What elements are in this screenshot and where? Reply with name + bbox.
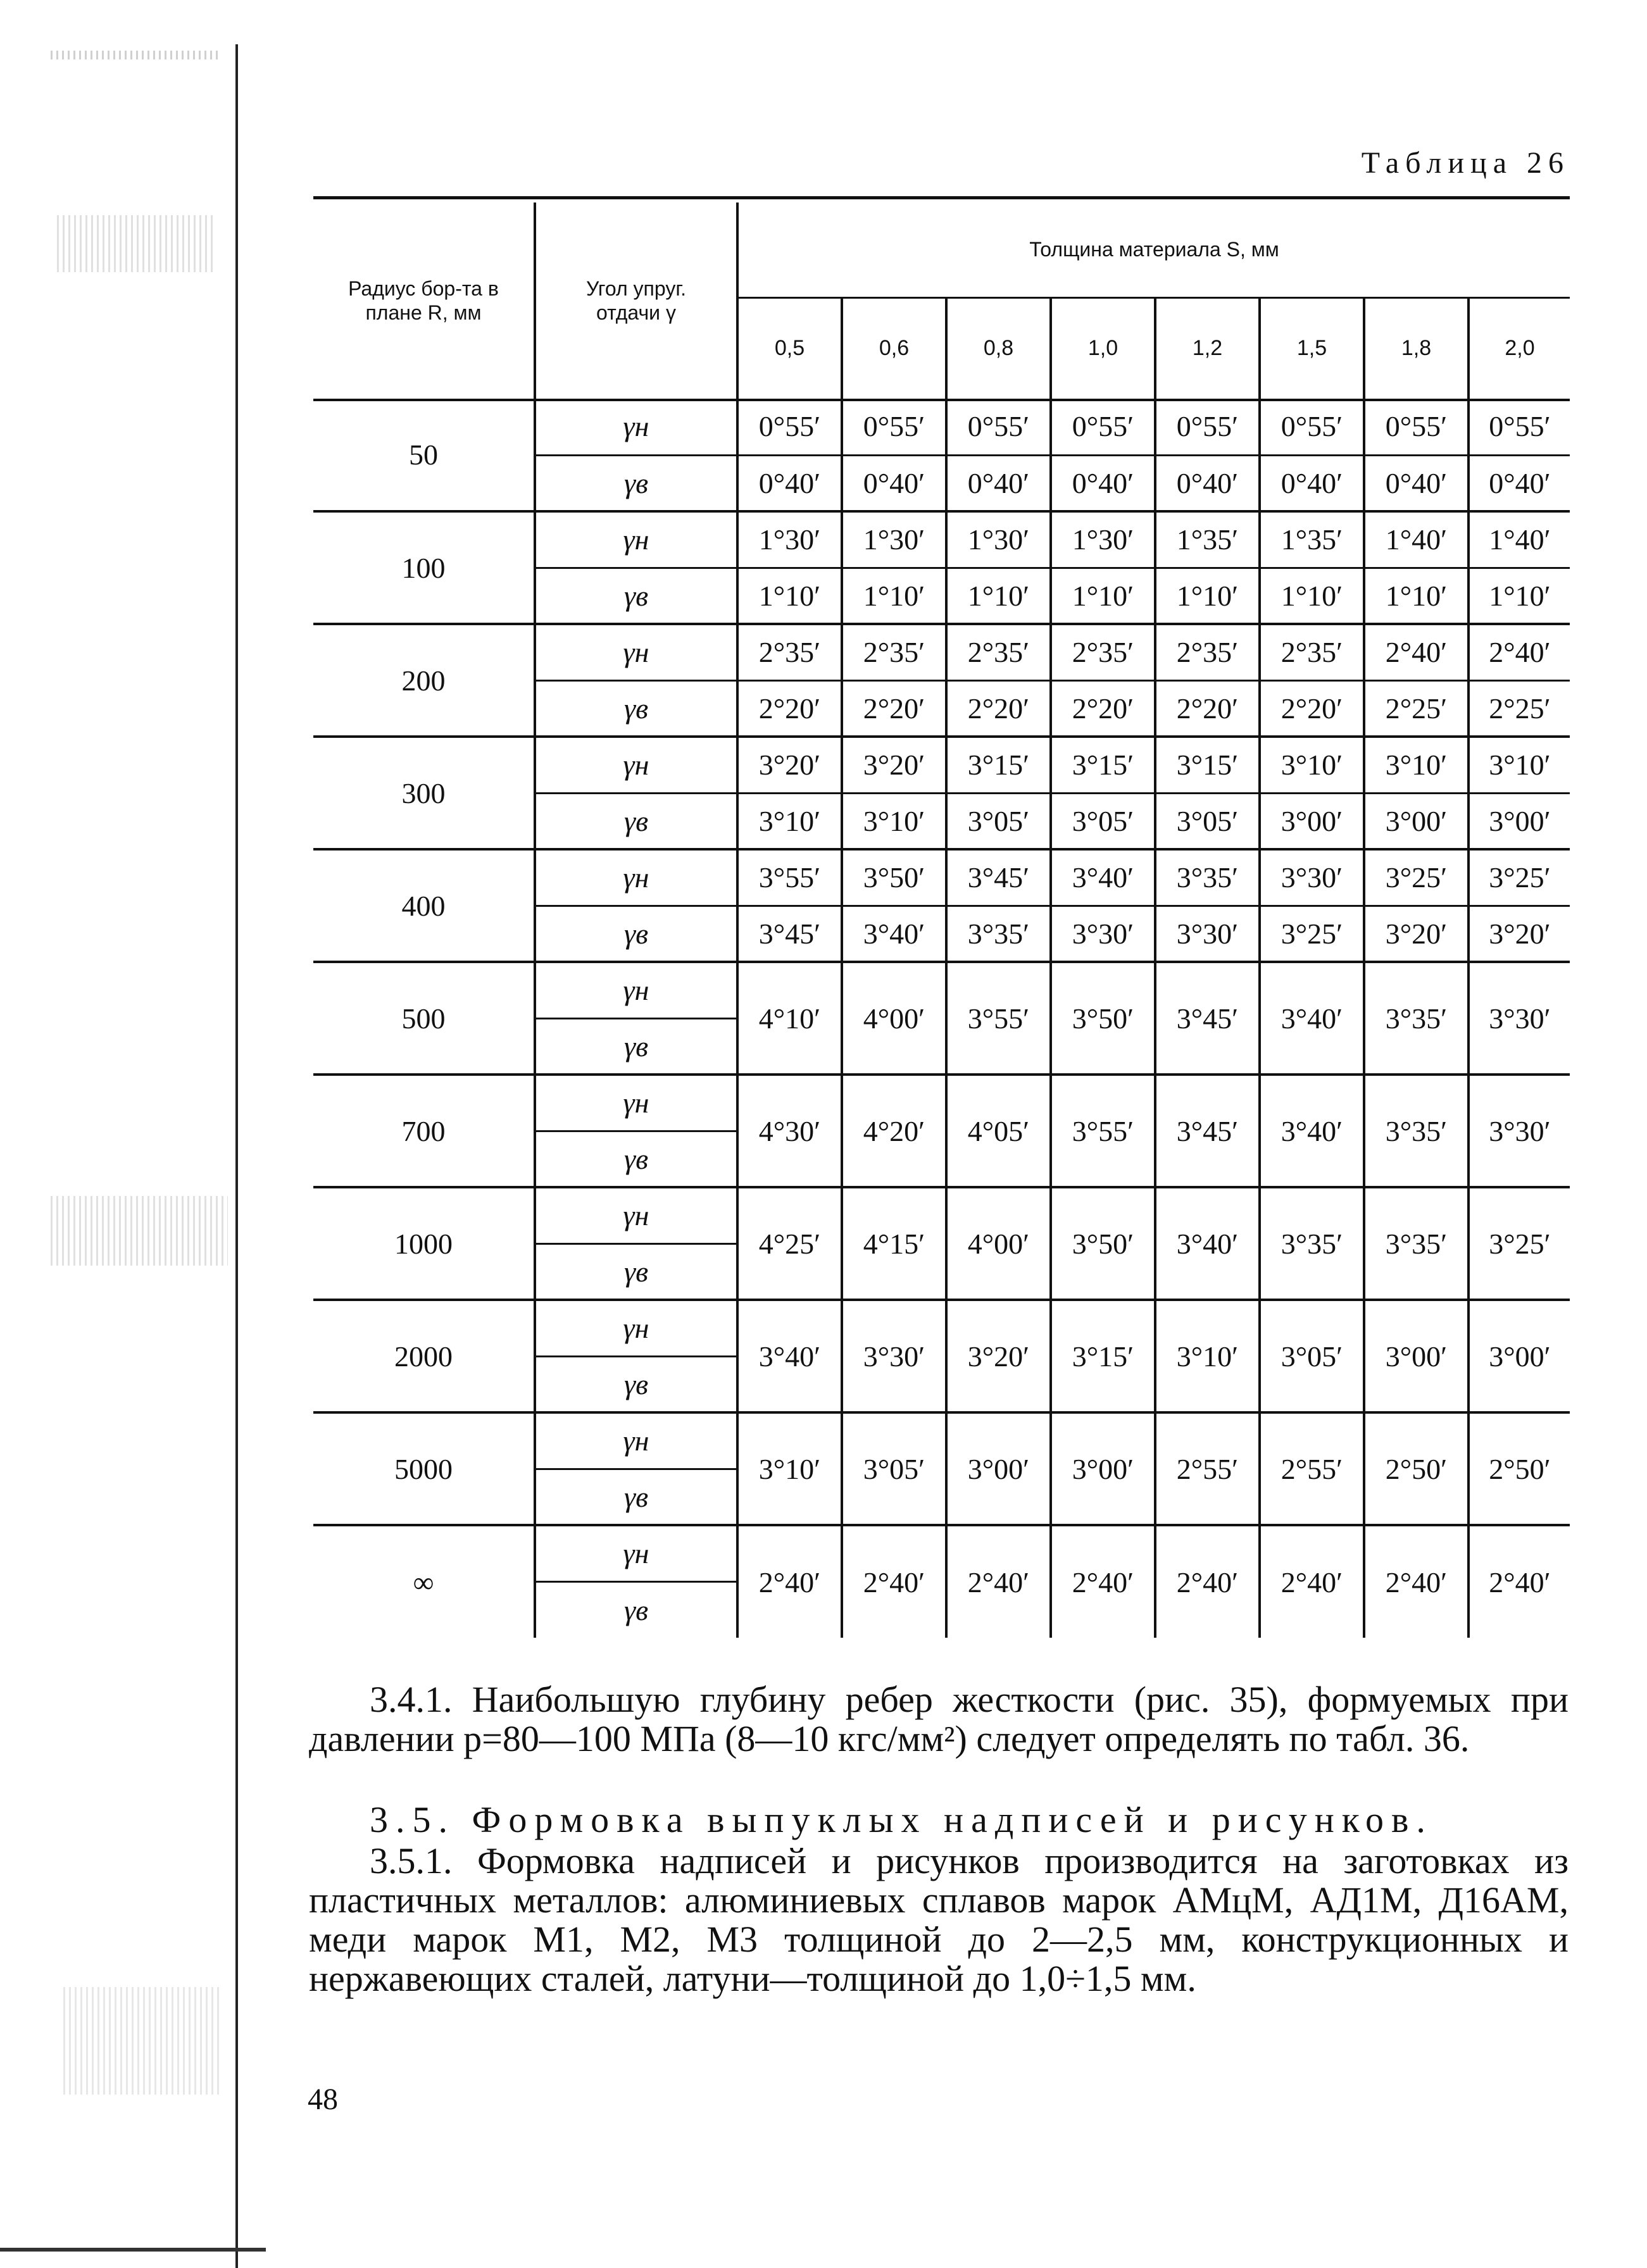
- gamma-v-label: γв: [535, 1581, 737, 1638]
- angle-value: 3°10′: [1260, 737, 1364, 793]
- angle-value: 3°30′: [1155, 906, 1260, 962]
- angle-value: 4°05′: [946, 1075, 1051, 1187]
- gamma-n-label: γн: [535, 1525, 737, 1581]
- angle-value: 0°55′: [946, 399, 1051, 455]
- angle-value: 3°30′: [1469, 1075, 1570, 1187]
- gamma-v-label: γв: [535, 455, 737, 511]
- angle-value: 3°20′: [1469, 906, 1570, 962]
- angle-value: 1°30′: [737, 511, 842, 568]
- bottom-edge: [0, 2248, 266, 2252]
- header-thickness: Толщина материала S, мм: [737, 202, 1570, 297]
- gamma-n-label: γн: [535, 1075, 737, 1131]
- angle-value: 1°30′: [842, 511, 946, 568]
- angle-value: 0°55′: [1260, 399, 1364, 455]
- gamma-v-label: γв: [535, 1356, 737, 1412]
- angle-value: 2°50′: [1469, 1412, 1570, 1525]
- angle-value: 1°10′: [1364, 568, 1469, 624]
- angle-value: 3°25′: [1364, 849, 1469, 906]
- angle-value: 1°35′: [1260, 511, 1364, 568]
- angle-value: 3°55′: [737, 849, 842, 906]
- angle-value: 2°40′: [1469, 1525, 1570, 1638]
- angle-value: 2°40′: [946, 1525, 1051, 1638]
- radius-cell: 100: [313, 511, 535, 624]
- table-row: [313, 1187, 1570, 1243]
- angle-value: 2°35′: [946, 624, 1051, 680]
- angle-value: 4°25′: [737, 1187, 842, 1300]
- angle-value: 0°40′: [1051, 455, 1155, 511]
- gamma-v-label: γв: [535, 680, 737, 737]
- angle-value: 2°40′: [1469, 624, 1570, 680]
- angle-value: 4°15′: [842, 1187, 946, 1300]
- angle-value: 2°50′: [1364, 1412, 1469, 1525]
- angle-value: 0°40′: [1260, 455, 1364, 511]
- angle-value: 3°00′: [1364, 1300, 1469, 1412]
- angle-value: 3°05′: [1155, 793, 1260, 849]
- gamma-n-label: γн: [535, 511, 737, 568]
- thickness-value: 0,5: [737, 297, 842, 399]
- angle-value: 2°20′: [1051, 680, 1155, 737]
- radius-cell: 300: [313, 737, 535, 849]
- angle-value: 2°40′: [1364, 624, 1469, 680]
- angle-value: 4°30′: [737, 1075, 842, 1187]
- angle-value: 3°10′: [1155, 1300, 1260, 1412]
- angle-value: 3°05′: [946, 793, 1051, 849]
- thickness-value: 1,2: [1155, 297, 1260, 399]
- thickness-value: 1,5: [1260, 297, 1364, 399]
- paragraph-3-5-1: 3.5.1. Формовка надписей и рисунков производится на заготовках из пластичных металлов: алюминиевых сплавов марок АМцМ, АД1М, Д16АМ, меди марок М1, М2, М3 толщиной до 2—2,5 мм, конструкционных и нержавеющих сталей, латуни—толщиной до 1,0÷1,5 мм.: [309, 1840, 1569, 1999]
- angle-value: 3°35′: [946, 906, 1051, 962]
- angle-value: 3°00′: [1469, 1300, 1570, 1412]
- angle-value: 3°05′: [1051, 793, 1155, 849]
- table-caption: Таблица 26: [1361, 146, 1570, 180]
- header-radius: Радиус бор-та в плане R, мм: [348, 277, 499, 324]
- thickness-value: 1,0: [1051, 297, 1155, 399]
- angle-value: 3°05′: [842, 1412, 946, 1525]
- radius-cell: 500: [313, 962, 535, 1075]
- angle-value: 3°15′: [1051, 1300, 1155, 1412]
- table-row: [313, 737, 1570, 793]
- angle-value: 4°00′: [842, 962, 946, 1075]
- scan-noise: [63, 1987, 222, 2095]
- table-row: [313, 849, 1570, 906]
- angle-value: 3°30′: [1469, 962, 1570, 1075]
- gamma-v-label: γв: [535, 1469, 737, 1525]
- angle-value: 0°55′: [842, 399, 946, 455]
- angle-value: 3°45′: [737, 906, 842, 962]
- angle-value: 3°00′: [1469, 793, 1570, 849]
- angle-value: 3°10′: [1364, 737, 1469, 793]
- angle-value: 0°55′: [1469, 399, 1570, 455]
- table-row: [313, 1075, 1570, 1131]
- angle-value: 3°40′: [1051, 849, 1155, 906]
- radius-cell: 2000: [313, 1300, 535, 1412]
- table-row: [313, 1300, 1570, 1356]
- angle-value: 3°30′: [842, 1300, 946, 1412]
- angle-value: 3°25′: [1260, 906, 1364, 962]
- angle-value: 3°10′: [737, 793, 842, 849]
- angle-value: 3°20′: [1364, 906, 1469, 962]
- angle-value: 0°55′: [1051, 399, 1155, 455]
- angle-value: 3°15′: [1051, 737, 1155, 793]
- angle-value: 0°40′: [1155, 455, 1260, 511]
- angle-value: 2°35′: [1051, 624, 1155, 680]
- angle-value: 1°10′: [842, 568, 946, 624]
- angle-value: 3°30′: [1260, 849, 1364, 906]
- gamma-v-label: γв: [535, 793, 737, 849]
- gamma-n-label: γн: [535, 962, 737, 1018]
- angle-value: 2°25′: [1364, 680, 1469, 737]
- angle-value: 3°40′: [1260, 1075, 1364, 1187]
- angle-value: 3°20′: [946, 1300, 1051, 1412]
- table-top-rule: [313, 196, 1570, 199]
- angle-value: 3°50′: [1051, 962, 1155, 1075]
- angle-value: 3°25′: [1469, 1187, 1570, 1300]
- angle-value: 1°40′: [1469, 511, 1570, 568]
- radius-cell: 400: [313, 849, 535, 962]
- section-heading-3-5: 3.5. Формовка выпуклых надписей и рисунков.: [370, 1799, 1433, 1840]
- scan-noise: [57, 215, 215, 272]
- angle-value: 3°05′: [1260, 1300, 1364, 1412]
- gamma-v-label: γв: [535, 906, 737, 962]
- radius-cell: 1000: [313, 1187, 535, 1300]
- angle-value: 2°40′: [1051, 1525, 1155, 1638]
- angle-value: 3°40′: [842, 906, 946, 962]
- angle-value: 1°10′: [1260, 568, 1364, 624]
- angle-value: 2°20′: [946, 680, 1051, 737]
- header-angle: Угол упруг. отдачи γ: [535, 202, 737, 399]
- angle-value: 3°20′: [842, 737, 946, 793]
- angle-value: 2°25′: [1469, 680, 1570, 737]
- thickness-value: 2,0: [1469, 297, 1570, 399]
- angle-value: 3°35′: [1155, 849, 1260, 906]
- angle-value: 2°35′: [1260, 624, 1364, 680]
- angle-value: 3°35′: [1364, 962, 1469, 1075]
- angle-value: 0°40′: [842, 455, 946, 511]
- angle-value: 1°10′: [1051, 568, 1155, 624]
- springback-table: [313, 202, 1570, 1638]
- angle-value: 3°00′: [1260, 793, 1364, 849]
- angle-value: 1°30′: [946, 511, 1051, 568]
- radius-cell: 200: [313, 624, 535, 737]
- angle-value: 3°00′: [946, 1412, 1051, 1525]
- angle-value: 2°40′: [842, 1525, 946, 1638]
- gamma-n-label: γн: [535, 1300, 737, 1356]
- angle-value: 3°15′: [946, 737, 1051, 793]
- angle-value: 4°00′: [946, 1187, 1051, 1300]
- angle-value: 3°15′: [1155, 737, 1260, 793]
- scan-noise: [51, 51, 222, 59]
- angle-value: 3°50′: [1051, 1187, 1155, 1300]
- angle-value: 3°00′: [1364, 793, 1469, 849]
- radius-cell: 700: [313, 1075, 535, 1187]
- angle-value: 3°35′: [1260, 1187, 1364, 1300]
- table-row: [313, 399, 1570, 455]
- gamma-n-label: γн: [535, 624, 737, 680]
- angle-value: 2°40′: [737, 1525, 842, 1638]
- gutter-edge: [235, 44, 238, 2268]
- angle-value: 0°55′: [737, 399, 842, 455]
- table-row: [313, 624, 1570, 680]
- angle-value: 3°40′: [1260, 962, 1364, 1075]
- angle-value: 3°35′: [1364, 1075, 1469, 1187]
- angle-value: 3°45′: [1155, 962, 1260, 1075]
- page-number: 48: [308, 2083, 338, 2116]
- angle-value: 0°40′: [946, 455, 1051, 511]
- angle-value: 3°40′: [737, 1300, 842, 1412]
- angle-value: 2°20′: [1260, 680, 1364, 737]
- paragraph-3-4-1: 3.4.1. Наибольшую глубину ребер жесткости (рис. 35), формуемых при давлении p=80—100 МПа (8—10 кгс/мм²) следует определять по табл. 36.: [309, 1679, 1569, 1759]
- angle-value: 3°45′: [946, 849, 1051, 906]
- angle-value: 0°55′: [1364, 399, 1469, 455]
- thickness-value: 1,8: [1364, 297, 1469, 399]
- angle-value: 0°40′: [1364, 455, 1469, 511]
- angle-value: 3°40′: [1155, 1187, 1260, 1300]
- radius-cell: 50: [409, 438, 438, 471]
- radius-cell: 5000: [313, 1412, 535, 1525]
- angle-value: 3°20′: [737, 737, 842, 793]
- angle-value: 2°55′: [1260, 1412, 1364, 1525]
- angle-value: 1°10′: [737, 568, 842, 624]
- angle-value: 2°20′: [1155, 680, 1260, 737]
- angle-value: 3°30′: [1051, 906, 1155, 962]
- thickness-value: 0,8: [946, 297, 1051, 399]
- table-row: [313, 1412, 1570, 1469]
- angle-value: 2°20′: [737, 680, 842, 737]
- angle-value: 0°55′: [1155, 399, 1260, 455]
- angle-value: 3°50′: [842, 849, 946, 906]
- angle-value: 1°40′: [1364, 511, 1469, 568]
- radius-cell: ∞: [313, 1525, 535, 1638]
- angle-value: 1°30′: [1051, 511, 1155, 568]
- gamma-v-label: γв: [535, 568, 737, 624]
- angle-value: 1°10′: [946, 568, 1051, 624]
- table-row: [313, 1525, 1570, 1581]
- gamma-v-label: γв: [535, 1131, 737, 1187]
- table-row: [313, 962, 1570, 1018]
- angle-value: 1°10′: [1469, 568, 1570, 624]
- angle-value: 3°10′: [1469, 737, 1570, 793]
- angle-value: 3°45′: [1155, 1075, 1260, 1187]
- angle-value: 3°35′: [1364, 1187, 1469, 1300]
- angle-value: 4°10′: [737, 962, 842, 1075]
- gamma-v-label: γв: [535, 1018, 737, 1075]
- angle-value: 1°10′: [1155, 568, 1260, 624]
- thickness-value: 0,6: [842, 297, 946, 399]
- angle-value: 2°40′: [1260, 1525, 1364, 1638]
- angle-value: 3°25′: [1469, 849, 1570, 906]
- table-row: [313, 511, 1570, 568]
- angle-value: 2°55′: [1155, 1412, 1260, 1525]
- gamma-n-label: γн: [535, 1187, 737, 1243]
- scan-noise: [51, 1196, 228, 1266]
- gamma-n-label: γн: [535, 1412, 737, 1469]
- angle-value: 1°35′: [1155, 511, 1260, 568]
- angle-value: 3°10′: [737, 1412, 842, 1525]
- gamma-n-label: γн: [535, 737, 737, 793]
- angle-value: 2°40′: [1155, 1525, 1260, 1638]
- angle-value: 2°20′: [842, 680, 946, 737]
- gamma-n-label: γн: [535, 849, 737, 906]
- angle-value: 2°35′: [1155, 624, 1260, 680]
- gamma-v-label: γв: [535, 1243, 737, 1300]
- angle-value: 4°20′: [842, 1075, 946, 1187]
- angle-value: 3°55′: [946, 962, 1051, 1075]
- angle-value: 3°10′: [842, 793, 946, 849]
- angle-value: 3°00′: [1051, 1412, 1155, 1525]
- angle-value: 2°35′: [737, 624, 842, 680]
- angle-value: 0°40′: [737, 455, 842, 511]
- angle-value: 2°40′: [1364, 1525, 1469, 1638]
- gamma-n-label: γн: [535, 399, 737, 455]
- angle-value: 0°40′: [1469, 455, 1570, 511]
- angle-value: 2°35′: [842, 624, 946, 680]
- angle-value: 3°55′: [1051, 1075, 1155, 1187]
